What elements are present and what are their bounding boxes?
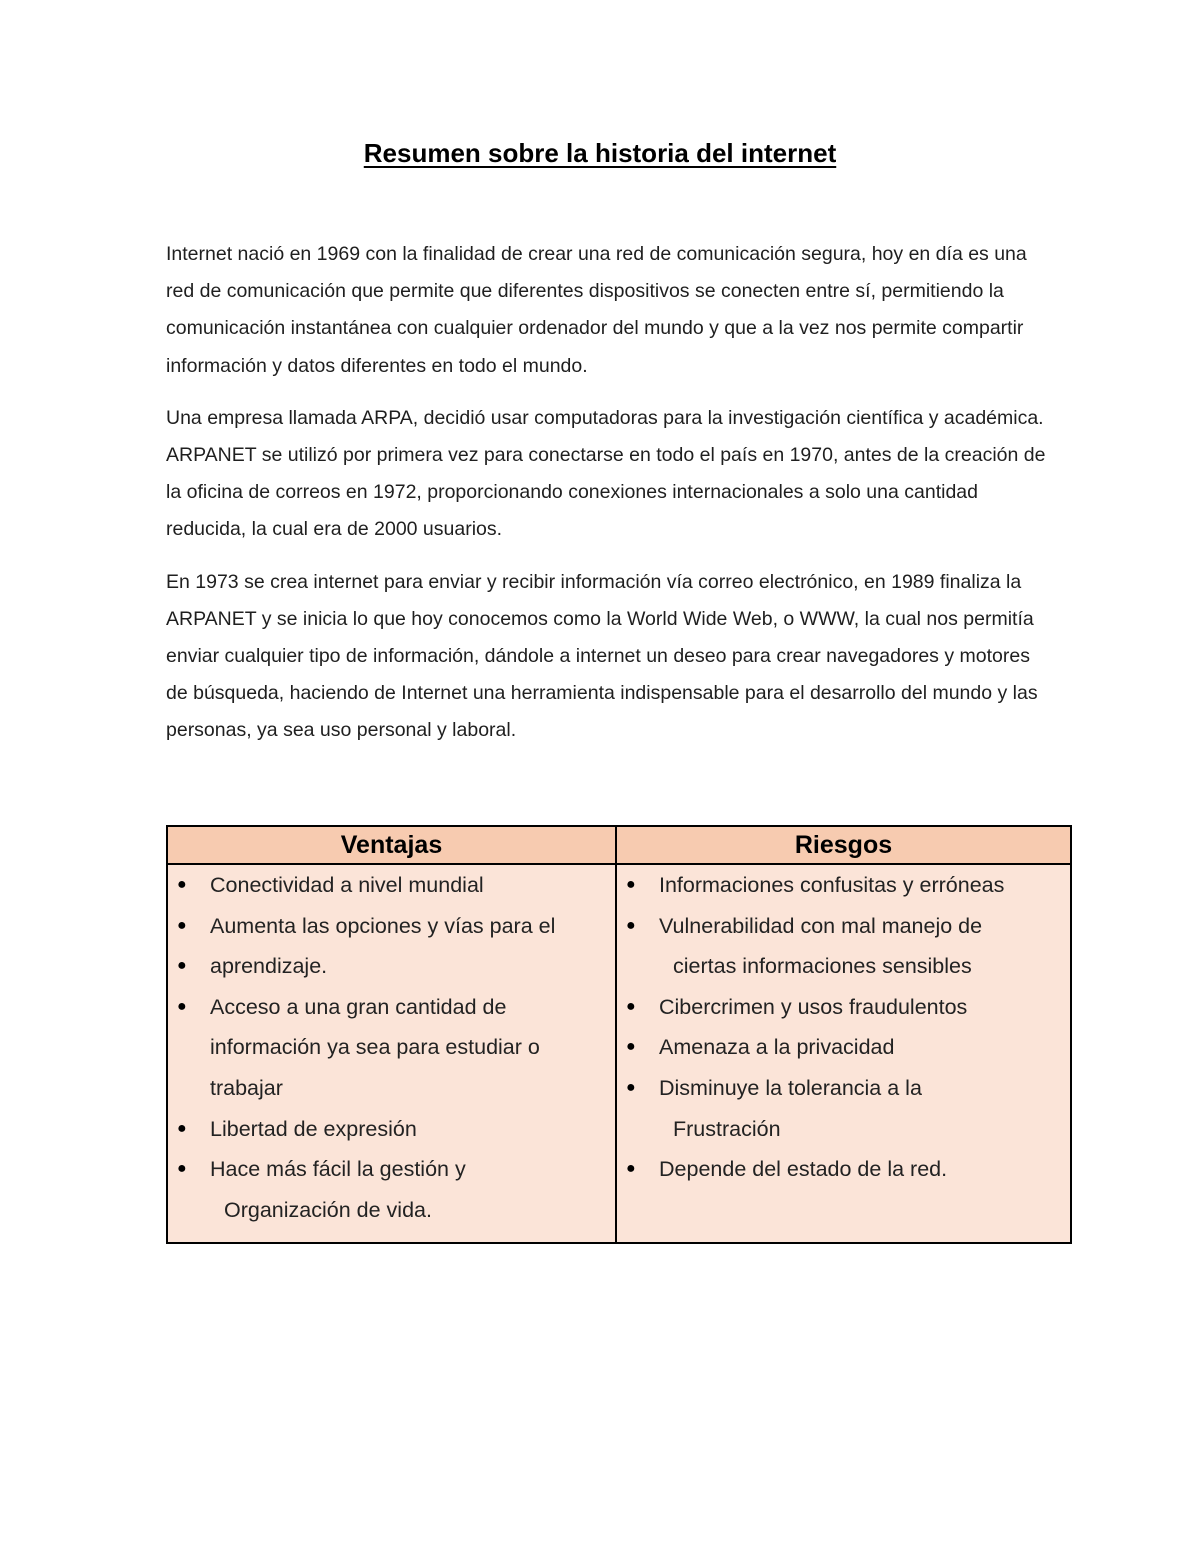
list-item: ● Disminuye la tolerancia a la <box>617 1068 1070 1109</box>
bullet-icon: ● <box>177 1119 187 1137</box>
riesgos-cell <box>616 864 1071 1243</box>
list-item: ● Vulnerabilidad con mal manejo de <box>617 906 1070 947</box>
riesgos-header: Riesgos <box>616 826 1071 864</box>
document-title: Resumen sobre la historia del internet <box>363 138 837 168</box>
list-item: ● Informaciones confusitas y erróneas <box>617 865 1070 906</box>
list-item-continuation: trabajar <box>210 1075 283 1100</box>
paragraph: Internet nació en 1969 con la finalidad de crear una red de comunicación segura, hoy en día es una red de comunicación que permite que diferentes dispositivos se conecten entre sí, permitiendo la comunicación instantánea con cualquier ordenador del mundo y que a la vez nos permite compartir información y datos diferentes en todo el mundo. <box>166 243 1027 377</box>
list-item: ● Hace más fácil la gestión y <box>168 1149 615 1190</box>
bullet-icon: ● <box>626 916 636 934</box>
bullet-icon: ● <box>626 1160 636 1178</box>
comparison-table <box>166 825 1072 1244</box>
list-item: ● Cibercrimen y usos fraudulentos <box>617 987 1070 1028</box>
bullet-icon: ● <box>626 1038 636 1056</box>
document-body <box>166 236 1046 765</box>
list-item: ● Libertad de expresión <box>168 1109 615 1150</box>
list-item-continuation: Organización de vida. <box>224 1197 432 1222</box>
list-item-continuation: información ya sea para estudiar o <box>210 1035 540 1060</box>
ventajas-list <box>168 865 615 1230</box>
paragraph: En 1973 se crea internet para enviar y recibir información vía correo electrónico, en 1989 finaliza la ARPANET y se inicia lo que hoy conocemos como la World Wide Web, o WWW, la cual nos permitía enviar cualquier tipo de información, dándole a internet un deseo para crear navegadores y motores de búsqueda, haciendo de Internet una herramienta indispensable para el desarrollo del mundo y las personas, ya sea uso personal y laboral. <box>166 570 1038 742</box>
table-header-row <box>167 826 1071 864</box>
list-item-continuation: Frustración <box>673 1116 781 1141</box>
ventajas-cell <box>167 864 616 1243</box>
list-item: ● Depende del estado de la red. <box>617 1149 1070 1190</box>
list-item: ● Acceso a una gran cantidad de <box>168 987 615 1028</box>
list-item: ● Amenaza a la privacidad <box>617 1027 1070 1068</box>
riesgos-list <box>617 865 1070 1190</box>
paragraph: Una empresa llamada ARPA, decidió usar computadoras para la investigación científica y académica. ARPANET se utilizó por primera vez para conectarse en todo el país en 1970, antes de la creación de la oficina de correos en 1972, proporcionando conexiones internacionales a solo una cantidad reducida, la cual era de 2000 usuarios. <box>166 406 1046 541</box>
bullet-icon: ● <box>626 876 636 893</box>
bullet-icon: ● <box>177 876 187 893</box>
bullet-icon: ● <box>177 916 187 934</box>
list-item: ● Aumenta las opciones y vías para el <box>168 906 615 947</box>
ventajas-header: Ventajas <box>167 826 616 864</box>
bullet-icon: ● <box>626 997 636 1015</box>
list-item-continuation: ciertas informaciones sensibles <box>673 954 972 979</box>
bullet-icon: ● <box>177 1160 187 1178</box>
bullet-icon: ● <box>177 997 187 1015</box>
bullet-icon: ● <box>626 1078 636 1096</box>
bullet-icon: ● <box>177 957 187 975</box>
table-row <box>167 864 1071 1243</box>
list-item: ● Conectividad a nivel mundial <box>168 865 615 906</box>
list-item: ● aprendizaje. <box>168 946 615 987</box>
